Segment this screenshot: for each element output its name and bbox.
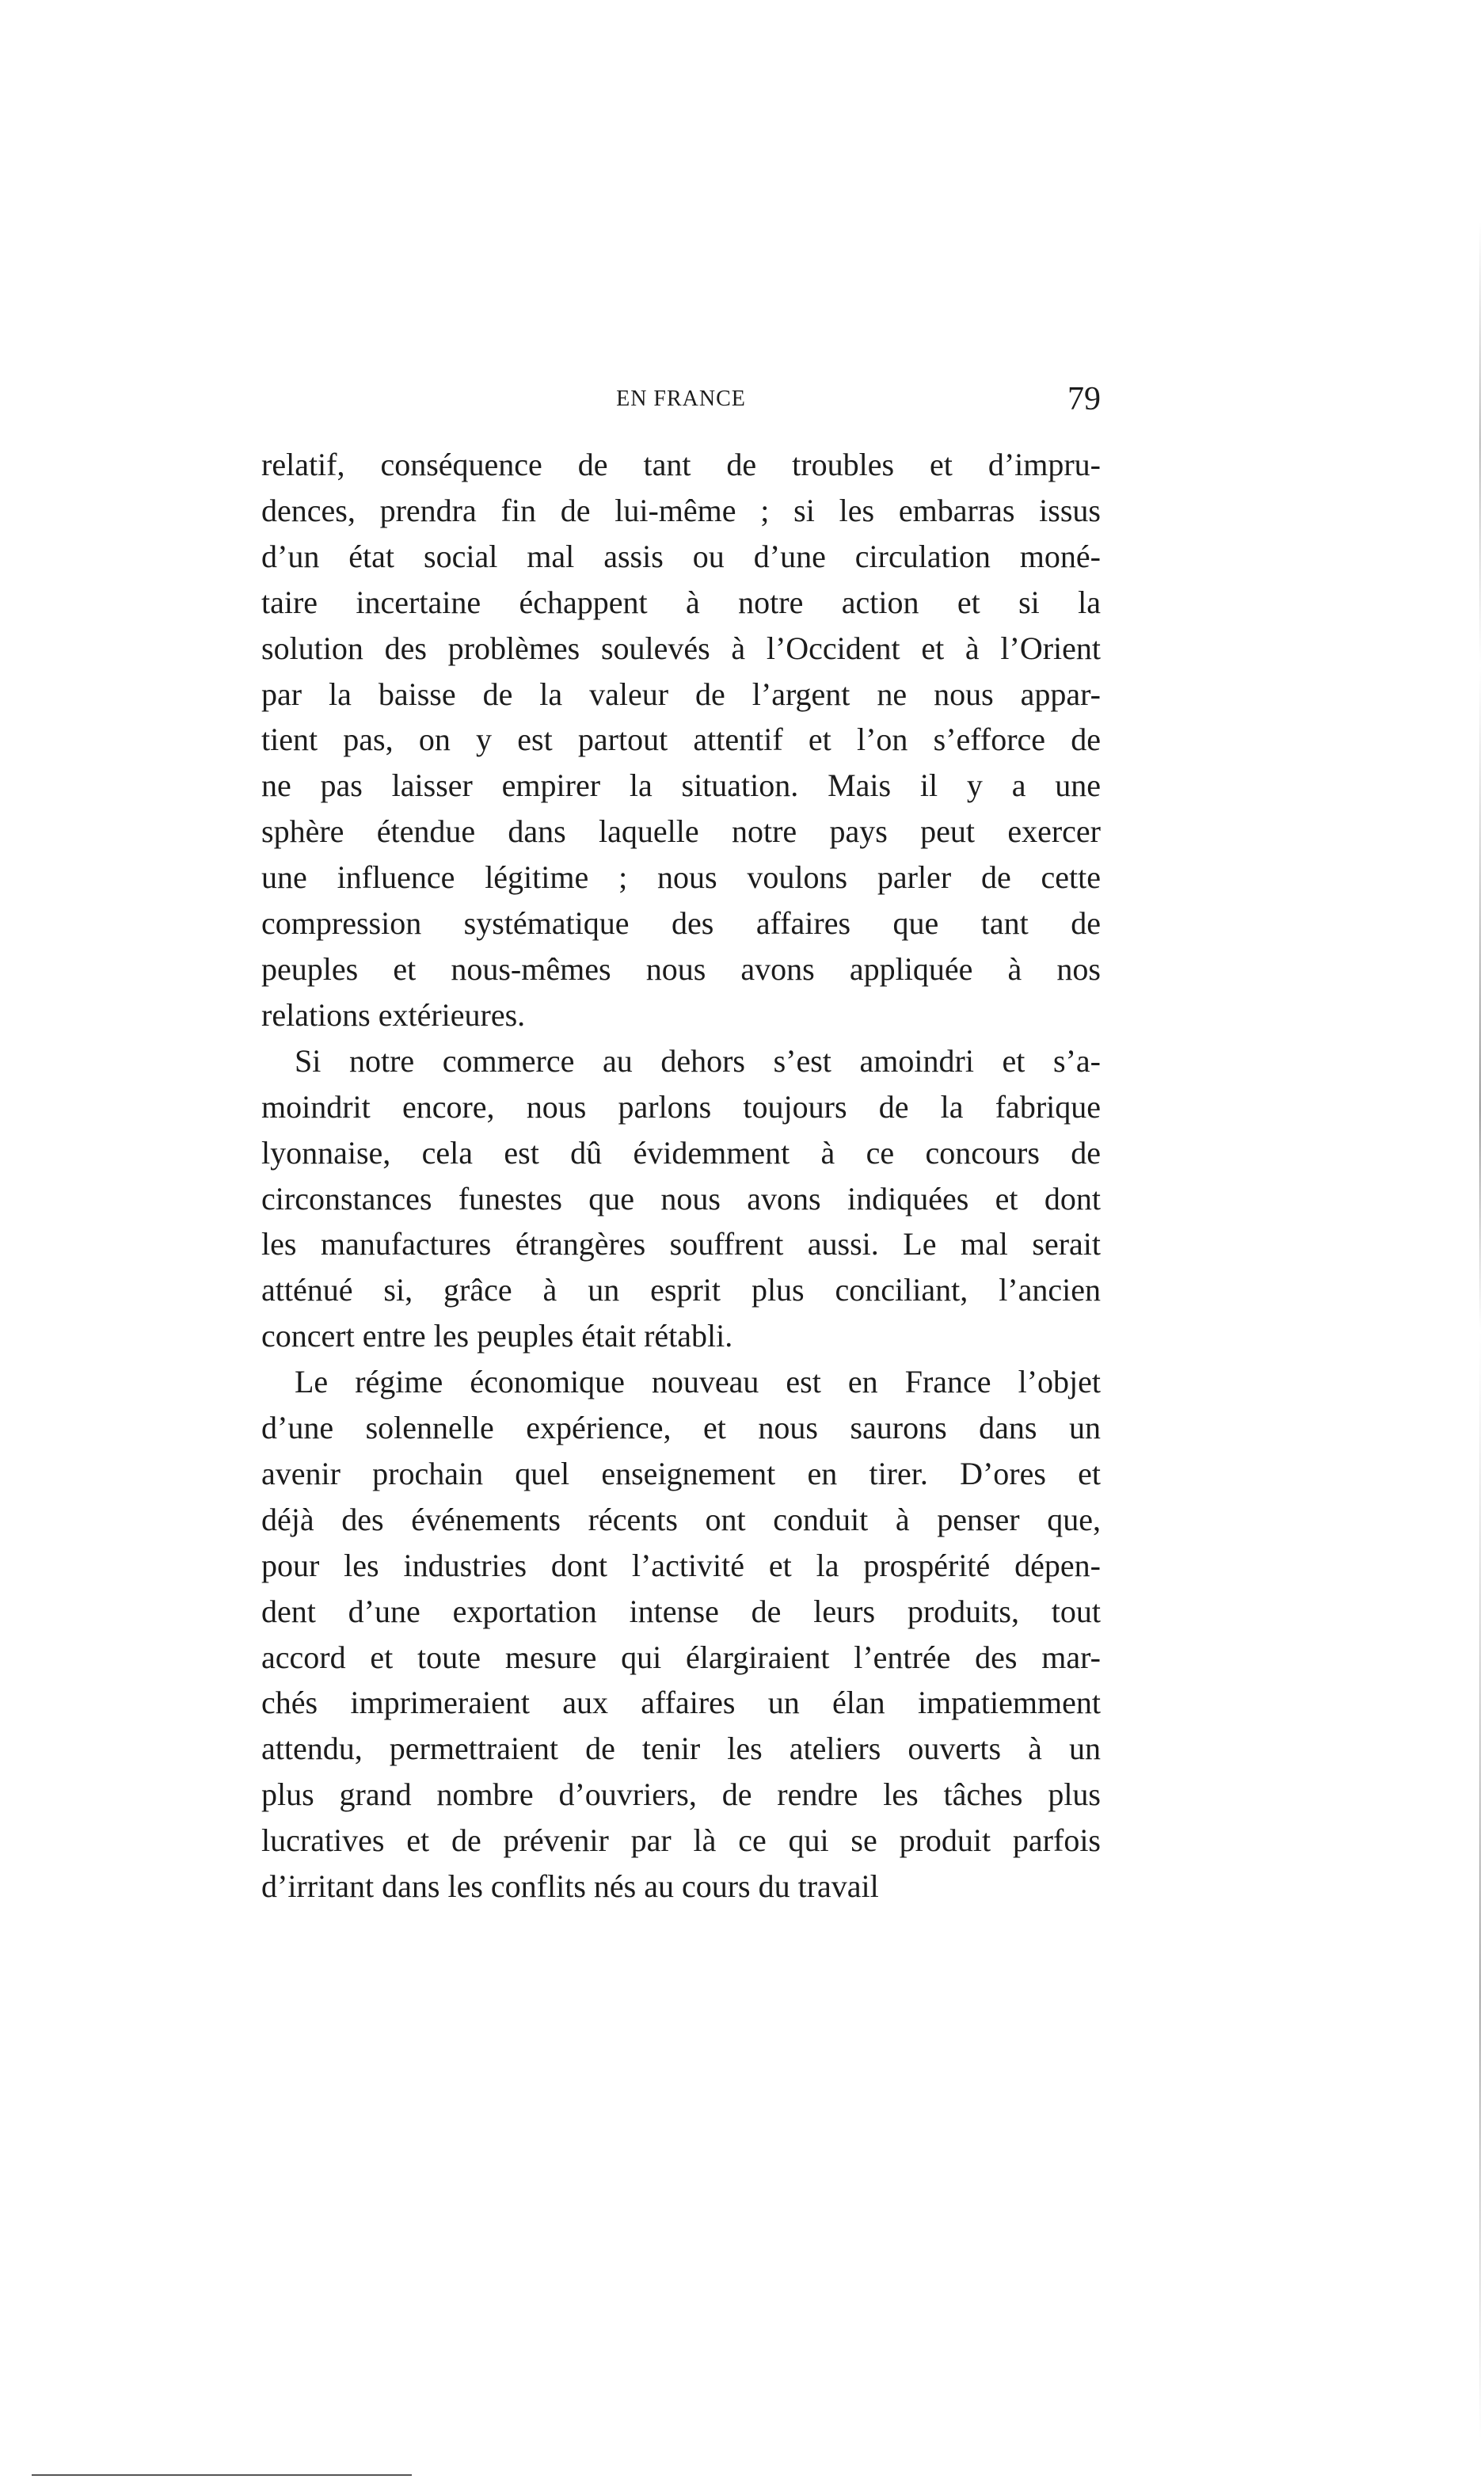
paragraph bbox=[261, 1359, 1101, 1910]
scan-edge-right bbox=[1479, 222, 1481, 2439]
text-line: par la baisse de la valeur de l’argent ne nous appar- bbox=[261, 676, 1101, 712]
text-line: compression systématique des affaires que tant de bbox=[261, 905, 1101, 942]
text-line: d’irritant dans les conflits nés au cours du travail bbox=[261, 1868, 879, 1905]
running-head bbox=[261, 380, 1101, 420]
text-line: circonstances funestes que nous avons indiquées et dont bbox=[261, 1180, 1101, 1217]
text-line: lucratives et de prévenir par là ce qui se produit parfois bbox=[261, 1822, 1101, 1859]
text-line: relatif, conséquence de tant de troubles et d’impru- bbox=[261, 447, 1101, 482]
text-line: les manufactures étrangères souffrent aussi. Le mal serait bbox=[261, 1226, 1101, 1262]
text-line: peuples et nous-mêmes nous avons appliquée à nos bbox=[261, 950, 1101, 987]
text-line: une influence légitime ; nous voulons parler de cette bbox=[261, 859, 1101, 896]
text-line: taire incertaine échappent à notre action et si la bbox=[261, 584, 1101, 620]
text-line: concert entre les peuples était rétabli. bbox=[261, 1318, 733, 1354]
text-line: relations extérieures. bbox=[261, 996, 526, 1033]
paragraph bbox=[261, 442, 1101, 1038]
running-title: EN FRANCE bbox=[616, 387, 746, 411]
text-line: dences, prendra fin de lui-même ; si les embarras issus bbox=[261, 492, 1101, 528]
text-line: d’une solennelle expérience, et nous saurons dans un bbox=[261, 1410, 1101, 1446]
text-line: sphère étendue dans laquelle notre pays peut exercer bbox=[261, 813, 1101, 850]
page-number: 79 bbox=[1067, 381, 1101, 417]
text-line: chés imprimeraient aux affaires un élan impatiemment bbox=[261, 1685, 1101, 1721]
text-line: pour les industries dont l’activité et la prospérité dépen- bbox=[261, 1547, 1101, 1583]
text-line: avenir prochain quel enseignement en tirer. D’ores et bbox=[261, 1455, 1101, 1491]
text-line: ne pas laisser empirer la situation. Mais il y a une bbox=[261, 767, 1101, 804]
text-line: Si notre commerce au dehors s’est amoindri et s’a- bbox=[295, 1042, 1101, 1079]
text-line: d’un état social mal assis ou d’une circulation moné- bbox=[261, 538, 1101, 574]
text-line: solution des problèmes soulevés à l’Occident et à l’Orient bbox=[261, 630, 1101, 666]
text-line: accord et toute mesure qui élargiraient l’entrée des mar- bbox=[261, 1639, 1101, 1675]
text-line: lyonnaise, cela est dû évidemment à ce concours de bbox=[261, 1134, 1101, 1171]
text-line: Le régime économique nouveau est en France l’objet bbox=[295, 1364, 1101, 1400]
text-line: atténué si, grâce à un esprit plus conciliant, l’ancien bbox=[261, 1272, 1101, 1308]
body-text bbox=[261, 442, 1101, 1910]
text-line: déjà des événements récents ont conduit à penser que, bbox=[261, 1501, 1101, 1537]
text-line: dent d’une exportation intense de leurs produits, tout bbox=[261, 1593, 1101, 1629]
text-line: plus grand nombre d’ouvriers, de rendre les tâches plus bbox=[261, 1776, 1101, 1813]
text-line: moindrit encore, nous parlons toujours de la fabrique bbox=[261, 1088, 1101, 1125]
text-line: tient pas, on y est partout attentif et l’on s’efforce de bbox=[261, 722, 1101, 758]
paragraph bbox=[261, 1038, 1101, 1359]
text-line: attendu, permettraient de tenir les ateliers ouverts à un bbox=[261, 1731, 1101, 1767]
scan-edge-line bbox=[32, 2474, 412, 2476]
